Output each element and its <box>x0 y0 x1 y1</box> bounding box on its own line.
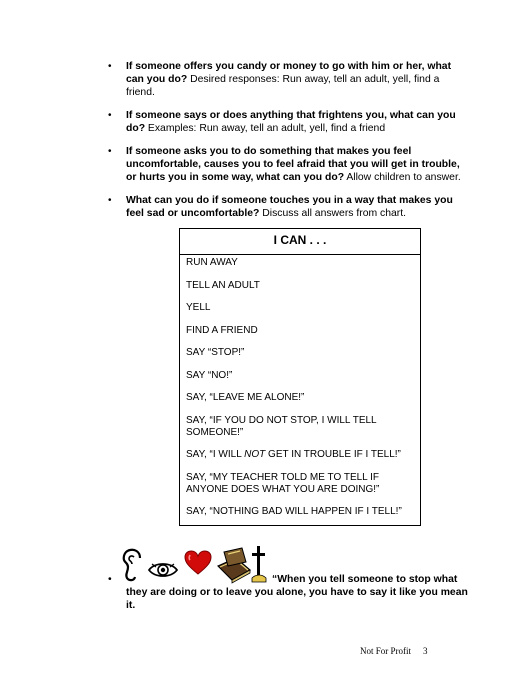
table-row: SAY, “IF YOU DO NOT STOP, I WILL TELL SOMEONE!” <box>186 414 377 438</box>
answer-text: Discuss all answers from chart. <box>259 208 407 219</box>
table-row: RUN AWAY <box>186 257 238 268</box>
closing-note <box>108 540 478 612</box>
answer-text: Examples: Run away, tell an adult, yell, find a friend <box>145 123 386 134</box>
closing-text-line <box>108 573 478 612</box>
question-text: If someone says or does anything that frightens you, what can you do? <box>126 110 456 134</box>
table-row: TELL AN ADULT <box>186 279 260 291</box>
question-text: If someone offers you candy or money to go with him or her, what can you do? <box>126 61 452 85</box>
question-text: If someone asks you to do something that makes you feel uncomfortable, causes you to feel afraid that you will get in trouble, or hurts you in some way, what can you do? <box>126 146 460 183</box>
table-row: SAY, “LEAVE ME ALONE!” <box>186 392 305 403</box>
footer-label: Not For Profit <box>360 646 412 656</box>
bullet-dot: • <box>108 574 112 585</box>
table-row: SAY “NO!” <box>186 369 233 381</box>
table-row: SAY “STOP!” <box>186 347 245 358</box>
question-list <box>108 60 468 230</box>
table-row: YELL <box>186 302 211 313</box>
list-item <box>108 60 468 99</box>
table-row: SAY, “MY TEACHER TOLD ME TO TELL IF ANYONE DOES WHAT YOU ARE DOING!” <box>186 471 380 495</box>
question-text: What can you do if someone touches you in a way that makes you feel sad or uncomfortable? <box>126 195 453 219</box>
closing-text: “When you tell someone to stop what they are doing or to leave you alone, you have to say it like you mean it. <box>126 574 468 611</box>
list-item <box>108 194 468 220</box>
bullet-dot: • <box>108 110 112 121</box>
table-title: I CAN . . . <box>180 229 420 255</box>
table-row: FIND A FRIEND <box>186 324 258 336</box>
table-row: SAY, “NOTHING BAD WILL HAPPEN IF I TELL!” <box>186 506 402 517</box>
list-item <box>108 145 468 184</box>
list-item <box>108 109 468 135</box>
bullet-dot: • <box>108 195 112 206</box>
table-body <box>180 255 420 518</box>
page-number: 3 <box>423 646 428 656</box>
answer-text: Desired responses: Run away, tell an adult, yell, find a friend. <box>126 74 440 98</box>
i-can-table <box>179 228 421 526</box>
bullet-dot: • <box>108 61 112 72</box>
answer-text: Allow children to answer. <box>344 172 461 183</box>
table-row: SAY, “I WILL NOT GET IN TROUBLE IF I TELL!” <box>186 449 401 460</box>
footer <box>360 646 428 656</box>
bullet-dot: • <box>108 146 112 157</box>
